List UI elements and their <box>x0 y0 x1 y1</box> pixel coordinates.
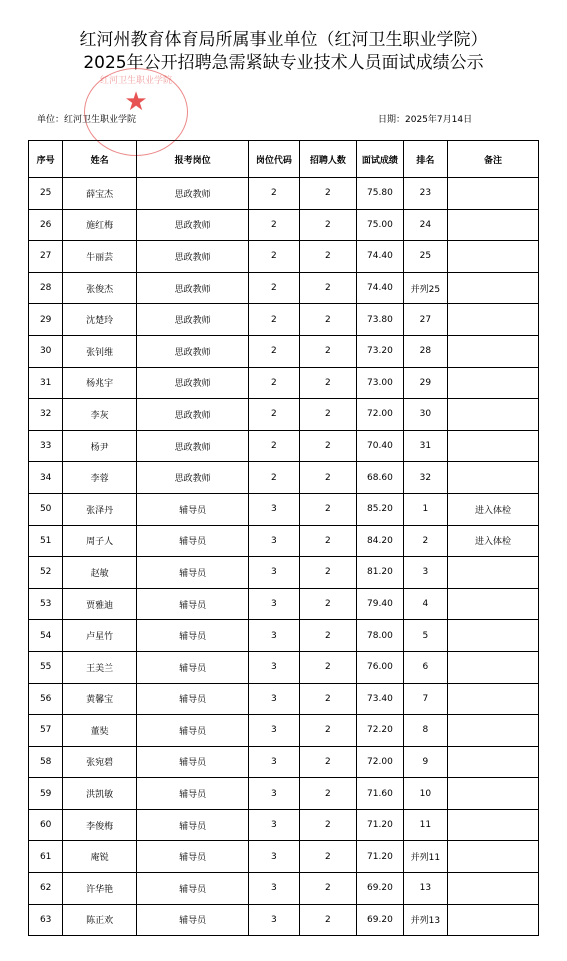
table-row <box>29 304 539 336</box>
cell-remark <box>448 588 539 620</box>
cell-remark <box>448 178 539 210</box>
cell-name: 卢星竹 <box>63 620 137 652</box>
cell-score: 69.20 <box>357 873 403 905</box>
cell-score: 74.40 <box>357 241 403 273</box>
cell-remark <box>448 272 539 304</box>
cell-remark: 进入体检 <box>448 493 539 525</box>
cell-rank: 6 <box>403 651 447 683</box>
cell-name: 董奘 <box>63 715 137 747</box>
cell-score: 85.20 <box>357 493 403 525</box>
table-body <box>29 178 539 936</box>
cell-hire-count: 2 <box>299 430 357 462</box>
cell-rank: 并列13 <box>403 904 447 936</box>
cell-seq: 54 <box>29 620 63 652</box>
table-row <box>29 367 539 399</box>
table-row <box>29 493 539 525</box>
cell-score: 74.40 <box>357 272 403 304</box>
cell-name: 施红梅 <box>63 209 137 241</box>
cell-name: 许华艳 <box>63 873 137 905</box>
seal-ring-text: 红河卫生职业学院 <box>99 76 172 86</box>
cell-rank: 3 <box>403 557 447 589</box>
cell-seq: 63 <box>29 904 63 936</box>
cell-seq: 30 <box>29 335 63 367</box>
cell-post-code: 2 <box>249 462 299 494</box>
cell-position: 辅导员 <box>137 841 249 873</box>
cell-rank: 13 <box>403 873 447 905</box>
cell-remark <box>448 904 539 936</box>
column-header-remark: 备注 <box>448 141 539 178</box>
cell-rank: 30 <box>403 399 447 431</box>
cell-score: 79.40 <box>357 588 403 620</box>
cell-seq: 56 <box>29 683 63 715</box>
cell-hire-count: 2 <box>299 304 357 336</box>
cell-post-code: 2 <box>249 209 299 241</box>
column-header-seq: 序号 <box>29 141 63 178</box>
column-header-rank: 排名 <box>403 141 447 178</box>
cell-score: 71.20 <box>357 841 403 873</box>
cell-rank: 10 <box>403 778 447 810</box>
cell-name: 洪凯敏 <box>63 778 137 810</box>
cell-position: 辅导员 <box>137 557 249 589</box>
cell-name: 赵敏 <box>63 557 137 589</box>
cell-rank: 31 <box>403 430 447 462</box>
cell-name: 杨兆宇 <box>63 367 137 399</box>
cell-score: 70.40 <box>357 430 403 462</box>
cell-remark <box>448 209 539 241</box>
cell-post-code: 2 <box>249 304 299 336</box>
cell-position: 思政教师 <box>137 367 249 399</box>
table-row <box>29 841 539 873</box>
table-row <box>29 904 539 936</box>
cell-name: 周子人 <box>63 525 137 557</box>
cell-score: 73.40 <box>357 683 403 715</box>
cell-position: 思政教师 <box>137 335 249 367</box>
cell-name: 张钊维 <box>63 335 137 367</box>
cell-seq: 50 <box>29 493 63 525</box>
cell-remark <box>448 778 539 810</box>
column-header-score: 面试成绩 <box>357 141 403 178</box>
table-row <box>29 399 539 431</box>
date-label: 日期：2025年7月14日 <box>378 115 473 125</box>
cell-name: 李蓉 <box>63 462 137 494</box>
cell-name: 张俊杰 <box>63 272 137 304</box>
cell-post-code: 3 <box>249 620 299 652</box>
cell-hire-count: 2 <box>299 399 357 431</box>
table-row <box>29 430 539 462</box>
cell-name: 张泽丹 <box>63 493 137 525</box>
cell-hire-count: 2 <box>299 462 357 494</box>
cell-rank: 25 <box>403 241 447 273</box>
cell-post-code: 3 <box>249 557 299 589</box>
cell-hire-count: 2 <box>299 904 357 936</box>
cell-remark <box>448 809 539 841</box>
cell-post-code: 3 <box>249 809 299 841</box>
cell-position: 思政教师 <box>137 272 249 304</box>
table-row <box>29 178 539 210</box>
cell-rank: 32 <box>403 462 447 494</box>
cell-position: 思政教师 <box>137 241 249 273</box>
cell-name: 杨尹 <box>63 430 137 462</box>
cell-position: 辅导员 <box>137 809 249 841</box>
cell-remark <box>448 715 539 747</box>
cell-seq: 60 <box>29 809 63 841</box>
unit-label: 单位：红河卫生职业学院 <box>37 115 137 125</box>
cell-post-code: 2 <box>249 272 299 304</box>
cell-rank: 1 <box>403 493 447 525</box>
cell-hire-count: 2 <box>299 746 357 778</box>
cell-position: 辅导员 <box>137 873 249 905</box>
cell-seq: 34 <box>29 462 63 494</box>
cell-rank: 8 <box>403 715 447 747</box>
cell-score: 71.20 <box>357 809 403 841</box>
cell-remark <box>448 462 539 494</box>
cell-post-code: 2 <box>249 430 299 462</box>
results-table <box>28 140 539 936</box>
cell-seq: 59 <box>29 778 63 810</box>
cell-post-code: 3 <box>249 746 299 778</box>
cell-rank: 28 <box>403 335 447 367</box>
cell-position: 辅导员 <box>137 746 249 778</box>
table-row <box>29 588 539 620</box>
cell-post-code: 2 <box>249 178 299 210</box>
cell-remark <box>448 399 539 431</box>
cell-seq: 52 <box>29 557 63 589</box>
table-header-row <box>29 141 539 178</box>
cell-seq: 32 <box>29 399 63 431</box>
cell-rank: 并列25 <box>403 272 447 304</box>
table-row <box>29 209 539 241</box>
cell-post-code: 3 <box>249 525 299 557</box>
cell-post-code: 2 <box>249 241 299 273</box>
column-header-name: 姓名 <box>63 141 137 178</box>
cell-hire-count: 2 <box>299 715 357 747</box>
table-row <box>29 525 539 557</box>
cell-score: 72.20 <box>357 715 403 747</box>
cell-name: 庵锐 <box>63 841 137 873</box>
cell-rank: 4 <box>403 588 447 620</box>
cell-hire-count: 2 <box>299 367 357 399</box>
cell-score: 75.80 <box>357 178 403 210</box>
cell-post-code: 2 <box>249 335 299 367</box>
cell-rank: 27 <box>403 304 447 336</box>
table-row <box>29 651 539 683</box>
cell-score: 78.00 <box>357 620 403 652</box>
cell-rank: 29 <box>403 367 447 399</box>
cell-hire-count: 2 <box>299 809 357 841</box>
page-title-line2: 2025年公开招聘急需紧缺专业技术人员面试成绩公示 <box>83 53 484 73</box>
cell-position: 思政教师 <box>137 178 249 210</box>
cell-hire-count: 2 <box>299 683 357 715</box>
cell-name: 薛宝杰 <box>63 178 137 210</box>
cell-seq: 29 <box>29 304 63 336</box>
cell-name: 贾雅迪 <box>63 588 137 620</box>
cell-name: 王美兰 <box>63 651 137 683</box>
table-row <box>29 462 539 494</box>
cell-remark <box>448 557 539 589</box>
cell-hire-count: 2 <box>299 525 357 557</box>
cell-post-code: 2 <box>249 399 299 431</box>
table-row <box>29 715 539 747</box>
cell-rank: 5 <box>403 620 447 652</box>
cell-hire-count: 2 <box>299 493 357 525</box>
cell-post-code: 3 <box>249 651 299 683</box>
table-row <box>29 557 539 589</box>
cell-seq: 51 <box>29 525 63 557</box>
cell-name: 李俊梅 <box>63 809 137 841</box>
cell-position: 思政教师 <box>137 430 249 462</box>
cell-hire-count: 2 <box>299 209 357 241</box>
column-header-position: 报考岗位 <box>137 141 249 178</box>
cell-rank: 9 <box>403 746 447 778</box>
cell-seq: 55 <box>29 651 63 683</box>
cell-position: 思政教师 <box>137 462 249 494</box>
cell-remark <box>448 841 539 873</box>
cell-hire-count: 2 <box>299 841 357 873</box>
page-title-line1: 红河州教育体育局所属事业单位（红河卫生职业学院） <box>79 30 488 50</box>
cell-position: 辅导员 <box>137 778 249 810</box>
cell-seq: 27 <box>29 241 63 273</box>
table-row <box>29 683 539 715</box>
table-row <box>29 620 539 652</box>
cell-seq: 25 <box>29 178 63 210</box>
cell-hire-count: 2 <box>299 178 357 210</box>
table-row <box>29 272 539 304</box>
cell-post-code: 3 <box>249 778 299 810</box>
cell-position: 思政教师 <box>137 209 249 241</box>
cell-hire-count: 2 <box>299 778 357 810</box>
column-header-hire-count: 招聘人数 <box>299 141 357 178</box>
cell-score: 75.00 <box>357 209 403 241</box>
cell-hire-count: 2 <box>299 588 357 620</box>
cell-position: 辅导员 <box>137 525 249 557</box>
cell-hire-count: 2 <box>299 620 357 652</box>
cell-rank: 2 <box>403 525 447 557</box>
cell-post-code: 3 <box>249 588 299 620</box>
cell-post-code: 2 <box>249 367 299 399</box>
cell-position: 辅导员 <box>137 620 249 652</box>
cell-seq: 61 <box>29 841 63 873</box>
cell-rank: 7 <box>403 683 447 715</box>
cell-remark <box>448 620 539 652</box>
cell-seq: 53 <box>29 588 63 620</box>
cell-post-code: 3 <box>249 683 299 715</box>
table-row <box>29 241 539 273</box>
cell-score: 69.20 <box>357 904 403 936</box>
table-row <box>29 809 539 841</box>
table-row <box>29 873 539 905</box>
cell-position: 思政教师 <box>137 304 249 336</box>
cell-rank: 23 <box>403 178 447 210</box>
cell-name: 李灰 <box>63 399 137 431</box>
cell-remark <box>448 367 539 399</box>
cell-post-code: 3 <box>249 493 299 525</box>
cell-remark <box>448 873 539 905</box>
cell-seq: 33 <box>29 430 63 462</box>
cell-rank: 并列11 <box>403 841 447 873</box>
cell-seq: 57 <box>29 715 63 747</box>
column-header-post-code: 岗位代码 <box>249 141 299 178</box>
cell-position: 辅导员 <box>137 588 249 620</box>
cell-rank: 11 <box>403 809 447 841</box>
cell-seq: 58 <box>29 746 63 778</box>
table-row <box>29 746 539 778</box>
cell-score: 68.60 <box>357 462 403 494</box>
cell-hire-count: 2 <box>299 651 357 683</box>
cell-hire-count: 2 <box>299 557 357 589</box>
cell-remark <box>448 746 539 778</box>
cell-post-code: 3 <box>249 841 299 873</box>
cell-hire-count: 2 <box>299 241 357 273</box>
cell-remark <box>448 335 539 367</box>
cell-remark: 进入体检 <box>448 525 539 557</box>
cell-post-code: 3 <box>249 873 299 905</box>
cell-post-code: 3 <box>249 904 299 936</box>
cell-seq: 26 <box>29 209 63 241</box>
cell-position: 辅导员 <box>137 904 249 936</box>
cell-score: 72.00 <box>357 746 403 778</box>
cell-remark <box>448 683 539 715</box>
table-row <box>29 778 539 810</box>
cell-name: 黄馨宝 <box>63 683 137 715</box>
cell-name: 牛丽芸 <box>63 241 137 273</box>
cell-hire-count: 2 <box>299 873 357 905</box>
cell-hire-count: 2 <box>299 335 357 367</box>
cell-remark <box>448 304 539 336</box>
cell-score: 73.00 <box>357 367 403 399</box>
cell-name: 陈正欢 <box>63 904 137 936</box>
seal-star-icon: ★ <box>124 87 148 117</box>
cell-seq: 28 <box>29 272 63 304</box>
cell-score: 76.00 <box>357 651 403 683</box>
cell-position: 思政教师 <box>137 399 249 431</box>
cell-score: 84.20 <box>357 525 403 557</box>
cell-remark <box>448 651 539 683</box>
cell-position: 辅导员 <box>137 493 249 525</box>
cell-score: 71.60 <box>357 778 403 810</box>
cell-position: 辅导员 <box>137 651 249 683</box>
cell-position: 辅导员 <box>137 683 249 715</box>
cell-seq: 62 <box>29 873 63 905</box>
cell-remark <box>448 241 539 273</box>
cell-score: 73.20 <box>357 335 403 367</box>
cell-remark <box>448 430 539 462</box>
cell-name: 张宛碧 <box>63 746 137 778</box>
cell-name: 沈楚玲 <box>63 304 137 336</box>
cell-score: 72.00 <box>357 399 403 431</box>
cell-score: 73.80 <box>357 304 403 336</box>
cell-post-code: 3 <box>249 715 299 747</box>
cell-score: 81.20 <box>357 557 403 589</box>
cell-seq: 31 <box>29 367 63 399</box>
cell-hire-count: 2 <box>299 272 357 304</box>
cell-position: 辅导员 <box>137 715 249 747</box>
cell-rank: 24 <box>403 209 447 241</box>
table-row <box>29 335 539 367</box>
